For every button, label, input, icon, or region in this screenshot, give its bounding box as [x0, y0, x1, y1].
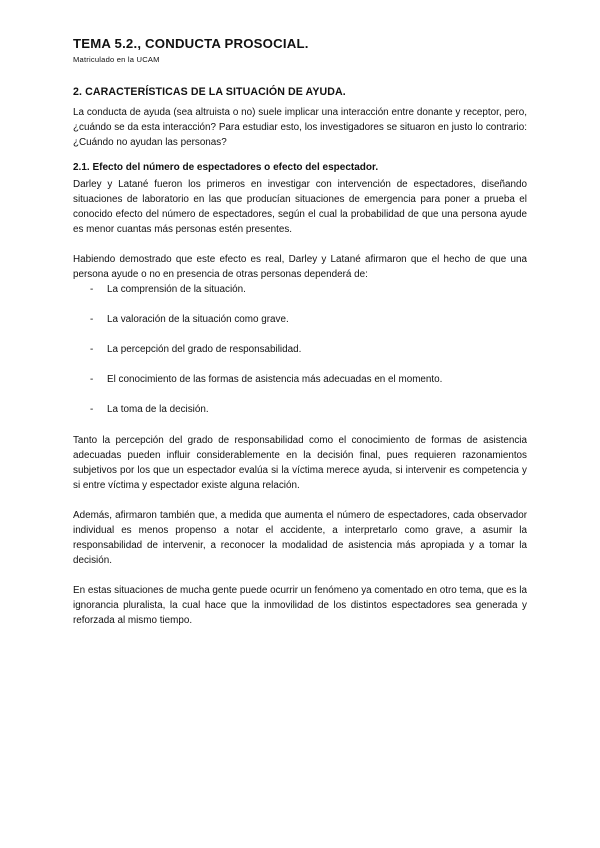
list-marker: -: [90, 344, 94, 355]
document-body: [73, 86, 527, 628]
document-subtitle: Matriculado en la UCAM: [73, 55, 160, 64]
paragraph-pluralistic-ignorance: En estas situaciones de mucha gente puede ocurrir un fenómeno ya comentado en otro tema, que es la ignorancia pluralista, la cual hace que la inmovilidad de los distintos espectadores sea generada y reforzada al mismo tiempo.: [73, 585, 527, 626]
list-item: [73, 342, 527, 357]
list-marker: -: [90, 284, 94, 295]
paragraph-darley-latane: Darley y Latané fueron los primeros en investigar con intervención de espectadores, diseñando situaciones de laboratorio en las que producían situaciones de emergencia para poner a prueba el conocido efecto del número de espectadores, según el cual la probabilidad de que una persona ayude es menor cuantas más personas estén presentes.: [73, 179, 527, 235]
list-item-text: La percepción del grado de responsabilidad.: [107, 344, 302, 355]
list-item: [73, 372, 527, 387]
section-heading: 2. CARACTERÍSTICAS DE LA SITUACIÓN DE AYUDA.: [73, 86, 346, 98]
paragraph-number-of-spectators: Además, afirmaron también que, a medida que aumenta el número de espectadores, cada observador individual es menos propenso a notar el accidente, a interpretarlo como grave, a asumir la responsabilidad de intervenir, a reconocer la modalidad de asistencia más apropiada y a tomar la decisión.: [73, 510, 527, 566]
list-item: [73, 402, 527, 417]
section-intro-paragraph: La conducta de ayuda (sea altruista o no) suele implicar una interacción entre donante y receptor, pero, ¿cuándo se da esta interacción? Para estudiar esto, los investigadores se situaron en justo lo contrario: ¿Cuándo no ayudan las personas?: [73, 107, 527, 148]
subsection-heading: 2.1. Efecto del número de espectadores o efecto del espectador.: [73, 162, 379, 173]
document-title: TEMA 5.2., CONDUCTA PROSOCIAL.: [73, 36, 309, 51]
list-marker: -: [90, 374, 94, 385]
list-item-text: La valoración de la situación como grave.: [107, 314, 289, 325]
list-item: [73, 282, 527, 297]
conditions-list: [73, 282, 527, 417]
list-item-text: La comprensión de la situación.: [107, 284, 246, 295]
list-item-text: La toma de la decisión.: [107, 404, 209, 415]
paragraph-conditions-intro: Habiendo demostrado que este efecto es real, Darley y Latané afirmaron que el hecho de que una persona ayude o no en presencia de otras personas dependerá de:: [73, 254, 527, 280]
list-marker: -: [90, 314, 94, 325]
paragraph-responsibility: Tanto la percepción del grado de responsabilidad como el conocimiento de formas de asistencia adecuadas pueden influir considerablemente en la decisión final, pues requieren razonamientos subjetivos por los que un espectador evalúa si la víctima merece ayuda, si intervenir es competencia y si entre víctima y espectador existe alguna relación.: [73, 435, 527, 491]
list-item: [73, 312, 527, 327]
list-marker: -: [90, 404, 94, 415]
list-item-text: El conocimiento de las formas de asistencia más adecuadas en el momento.: [107, 374, 443, 385]
